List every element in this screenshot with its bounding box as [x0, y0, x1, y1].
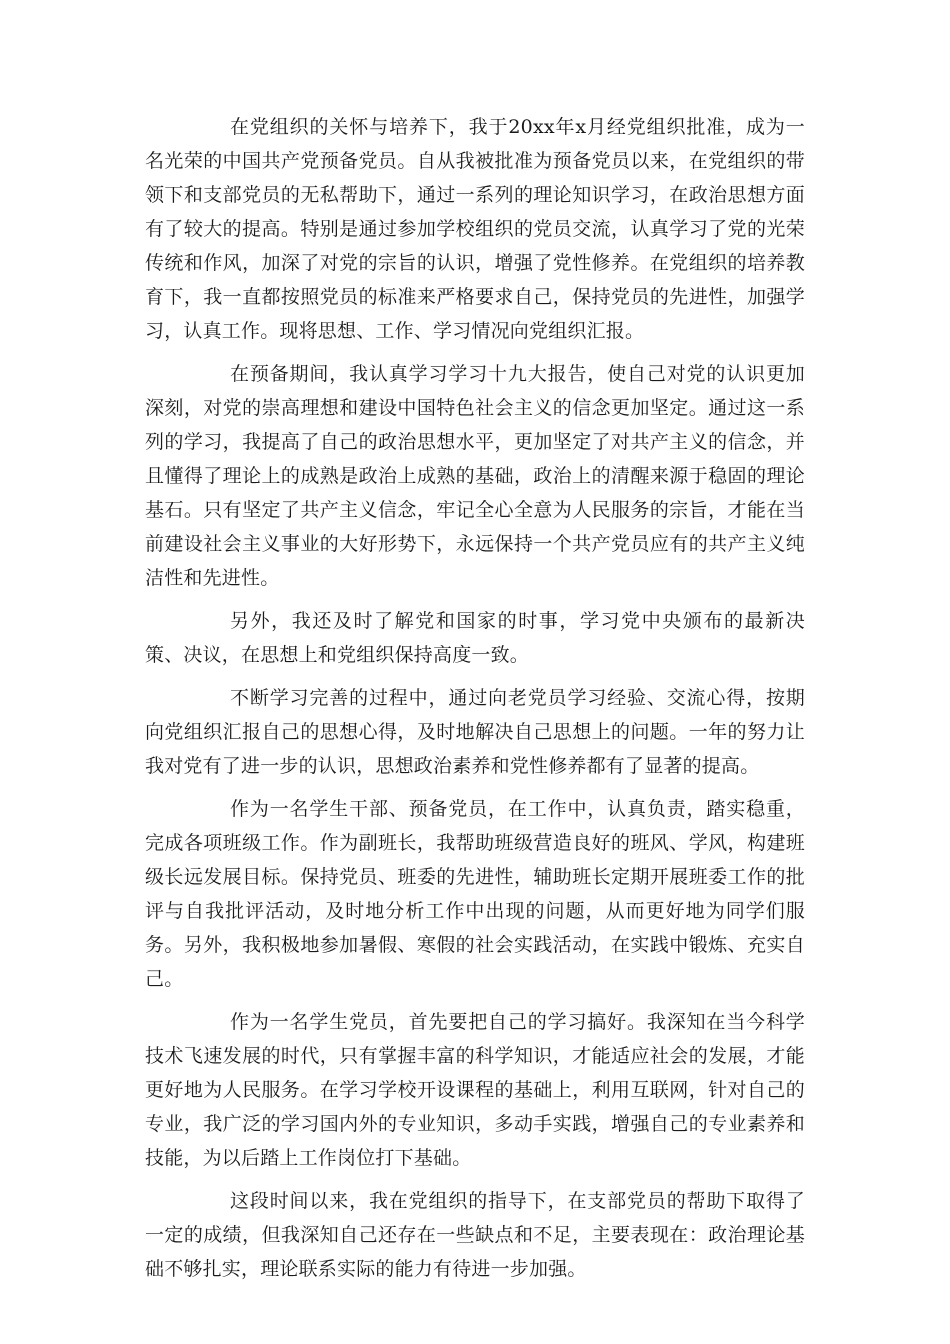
document-body [145, 110, 805, 1295]
paragraph-1: 在党组织的关怀与培养下，我于20xx年x月经党组织批准，成为一名光荣的中国共产党预备党员。自从我被批准为预备党员以来，在党组织的带领下和支部党员的无私帮助下，通过一系列的理论知识学习，在政治思想方面有了较大的提高。特别是通过参加学校组织的党员交流，认真学习了党的光荣传统和作风，加深了对党的宗旨的认识，增强了党性修养。在党组织的培养教育下，我一直都按照党员的标准来严格要求自己，保持党员的先进性，加强学习，认真工作。现将思想、工作、学习情况向党组织汇报。 [145, 116, 805, 342]
paragraph-3: 另外，我还及时了解党和国家的时事，学习党中央颁布的最新决策、决议，在思想上和党组织保持高度一致。 [145, 610, 805, 666]
paragraph-2: 在预备期间，我认真学习学习十九大报告，使自己对党的认识更加深刻，对党的崇高理想和建设中国特色社会主义的信念更加坚定。通过这一系列的学习，我提高了自己的政治思想水平，更加坚定了对共产主义的信念，并且懂得了理论上的成熟是政治上成熟的基础，政治上的清醒来源于稳固的理论基石。只有坚定了共产主义信念，牢记全心全意为人民服务的宗旨，才能在当前建设社会主义事业的大好形势下，永远保持一个共产党员应有的共产主义纯洁性和先进性。 [145, 363, 805, 589]
paragraph-6: 作为一名学生党员，首先要把自己的学习搞好。我深知在当今科学技术飞速发展的时代，只有掌握丰富的科学知识，才能适应社会的发展，才能更好地为人民服务。在学习学校开设课程的基础上，利用互联网，针对自己的专业，我广泛的学习国内外的专业知识，多动手实践，增强自己的专业素养和技能，为以后踏上工作岗位打下基础。 [145, 1011, 805, 1169]
paragraph-5: 作为一名学生干部、预备党员，在工作中，认真负责，踏实稳重，完成各项班级工作。作为副班长，我帮助班级营造良好的班风、学风，构建班级长远发展目标。保持党员、班委的先进性，辅助班长定期开展班委工作的批评与自我批评活动，及时地分析工作中出现的问题，从而更好地为同学们服务。另外，我积极地参加暑假、寒假的社会实践活动，在实践中锻炼、充实自己。 [145, 798, 805, 990]
paragraph-4: 不断学习完善的过程中，通过向老党员学习经验、交流心得，按期向党组织汇报自己的思想心得，及时地解决自己思想上的问题。一年的努力让我对党有了进一步的认识，思想政治素养和党性修养都有了显著的提高。 [145, 687, 805, 777]
paragraph-7: 这段时间以来，我在党组织的指导下，在支部党员的帮助下取得了一定的成绩，但我深知自己还存在一些缺点和不足，主要表现在：政治理论基础不够扎实，理论联系实际的能力有待进一步加强。 [145, 1190, 805, 1280]
